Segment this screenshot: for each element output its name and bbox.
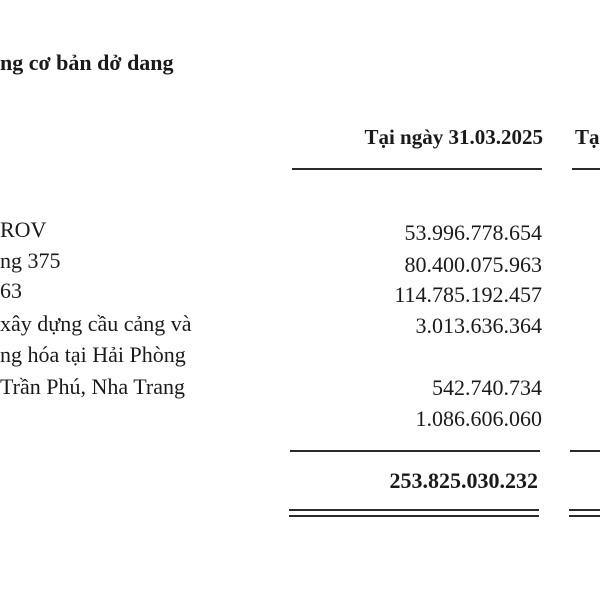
row-value: 3.013.636.364	[415, 313, 542, 338]
row-label: 63	[0, 278, 22, 303]
total-double-rule-current-bottom	[289, 515, 539, 517]
row-label: ROV	[0, 217, 47, 242]
header-rule-current	[292, 168, 542, 170]
subtotal-rule-previous	[570, 450, 600, 452]
row-label: Trần Phú, Nha Trang	[0, 374, 186, 399]
row-value: 542.740.734	[432, 375, 542, 400]
header-rule-previous	[572, 168, 600, 170]
row-label: ng 375	[0, 248, 61, 273]
subtotal-rule-current	[290, 450, 540, 452]
row-value: 53.996.778.654	[404, 220, 542, 245]
total-double-rule-previous-top	[569, 509, 600, 511]
section-heading: ng cơ bản dở dang	[0, 50, 174, 75]
column-header-current: Tại ngày 31.03.2025	[364, 125, 543, 149]
total-double-rule-current-top	[289, 509, 539, 511]
row-value: 1.086.606.060	[415, 406, 542, 431]
total-double-rule-previous-bottom	[569, 515, 600, 517]
row-value: 114.785.192.457	[394, 282, 542, 307]
column-header-previous: Tạ	[575, 125, 600, 149]
total-value: 253.825.030.232	[389, 468, 538, 493]
row-label: xây dựng cầu cảng và	[0, 311, 192, 336]
row-value: 80.400.075.963	[404, 252, 542, 277]
row-label: ng hóa tại Hải Phòng	[0, 342, 186, 367]
